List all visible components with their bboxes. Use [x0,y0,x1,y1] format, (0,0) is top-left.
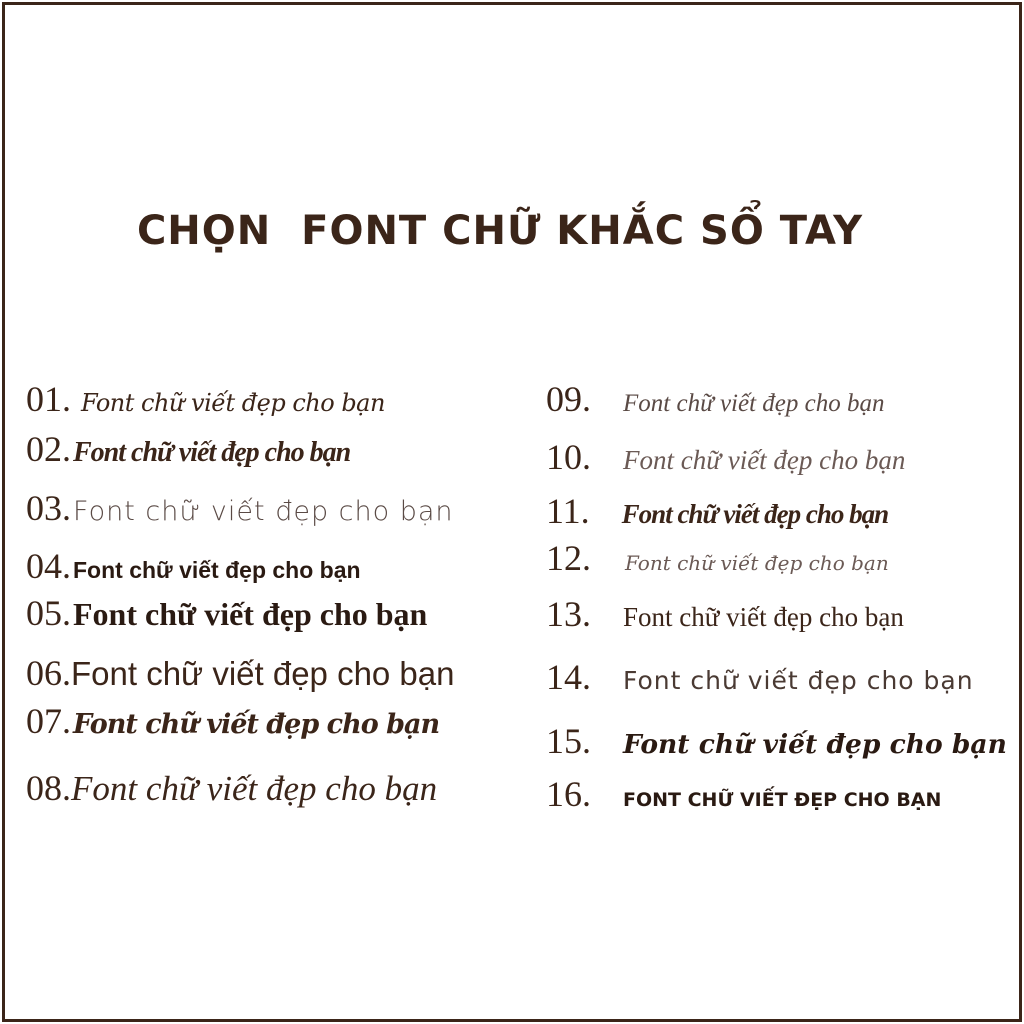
sample-text: Font chữ viết đẹp cho bạn [623,729,1007,760]
sample-number: 16. [546,774,591,814]
sample-text: FONT CHỮ VIẾT ĐẸP CHO BẠN [623,789,942,811]
font-sample-15 [546,720,1007,762]
sample-number: 01. [26,379,71,419]
font-sample-10 [546,436,905,478]
sample-text: Font chữ viết đẹp cho bạn [623,602,904,632]
font-sample-01 [26,378,385,420]
sample-number: 04. [26,546,71,586]
sample-text: Font chữ viết đẹp cho bạn [71,769,438,808]
sample-text: Font chữ viết đẹp cho bạn [621,499,889,529]
sample-text: Font chữ viết đẹp cho bạn [73,437,351,468]
sample-number: 10. [546,437,591,477]
sample-number: 12. [546,538,591,578]
font-sample-07 [26,700,439,742]
font-sample-13 [546,593,904,635]
font-sample-14 [546,656,974,698]
font-sample-12 [546,537,889,579]
sample-text: Font chữ viết đẹp cho bạn [625,551,889,575]
sample-number: 05. [26,593,71,633]
font-sample-16 [546,773,941,815]
sample-number: 02. [26,429,71,469]
sample-text: Font chữ viết đẹp cho bạn [71,655,455,692]
sample-number: 07. [26,701,71,741]
sample-number: 15. [546,721,591,761]
sample-text: Font chữ viết đẹp cho bạn [73,496,454,527]
font-sample-03 [26,487,454,529]
sample-number: 14. [546,657,591,697]
sample-text: Font chữ viết đẹp cho bạn [73,709,440,740]
font-sample-11 [546,490,888,532]
sample-number: 06. [26,653,71,693]
font-sample-05 [26,592,427,634]
font-sample-08 [26,767,437,809]
sample-text: Font chữ viết đẹp cho bạn [623,445,906,475]
sample-number: 03. [26,488,71,528]
sample-text: Font chữ viết đẹp cho bạn [73,557,361,583]
sample-number: 09. [546,379,591,419]
page-title: CHỌN FONT CHỮ KHẮC SỔ TAY [136,208,864,254]
sample-text: Font chữ viết đẹp cho bạn [623,666,974,695]
font-sample-06 [26,652,455,694]
sample-text: Font chữ viết đẹp cho bạn [81,389,385,417]
font-sample-04 [26,545,361,587]
sample-number: 13. [546,594,591,634]
sample-text: Font chữ viết đẹp cho bạn [623,390,885,417]
font-sample-02 [26,428,350,470]
font-sample-09 [546,378,884,420]
sample-number: 08. [26,768,71,808]
sample-number: 11. [546,491,590,531]
sample-text: Font chữ viết đẹp cho bạn [73,596,428,632]
